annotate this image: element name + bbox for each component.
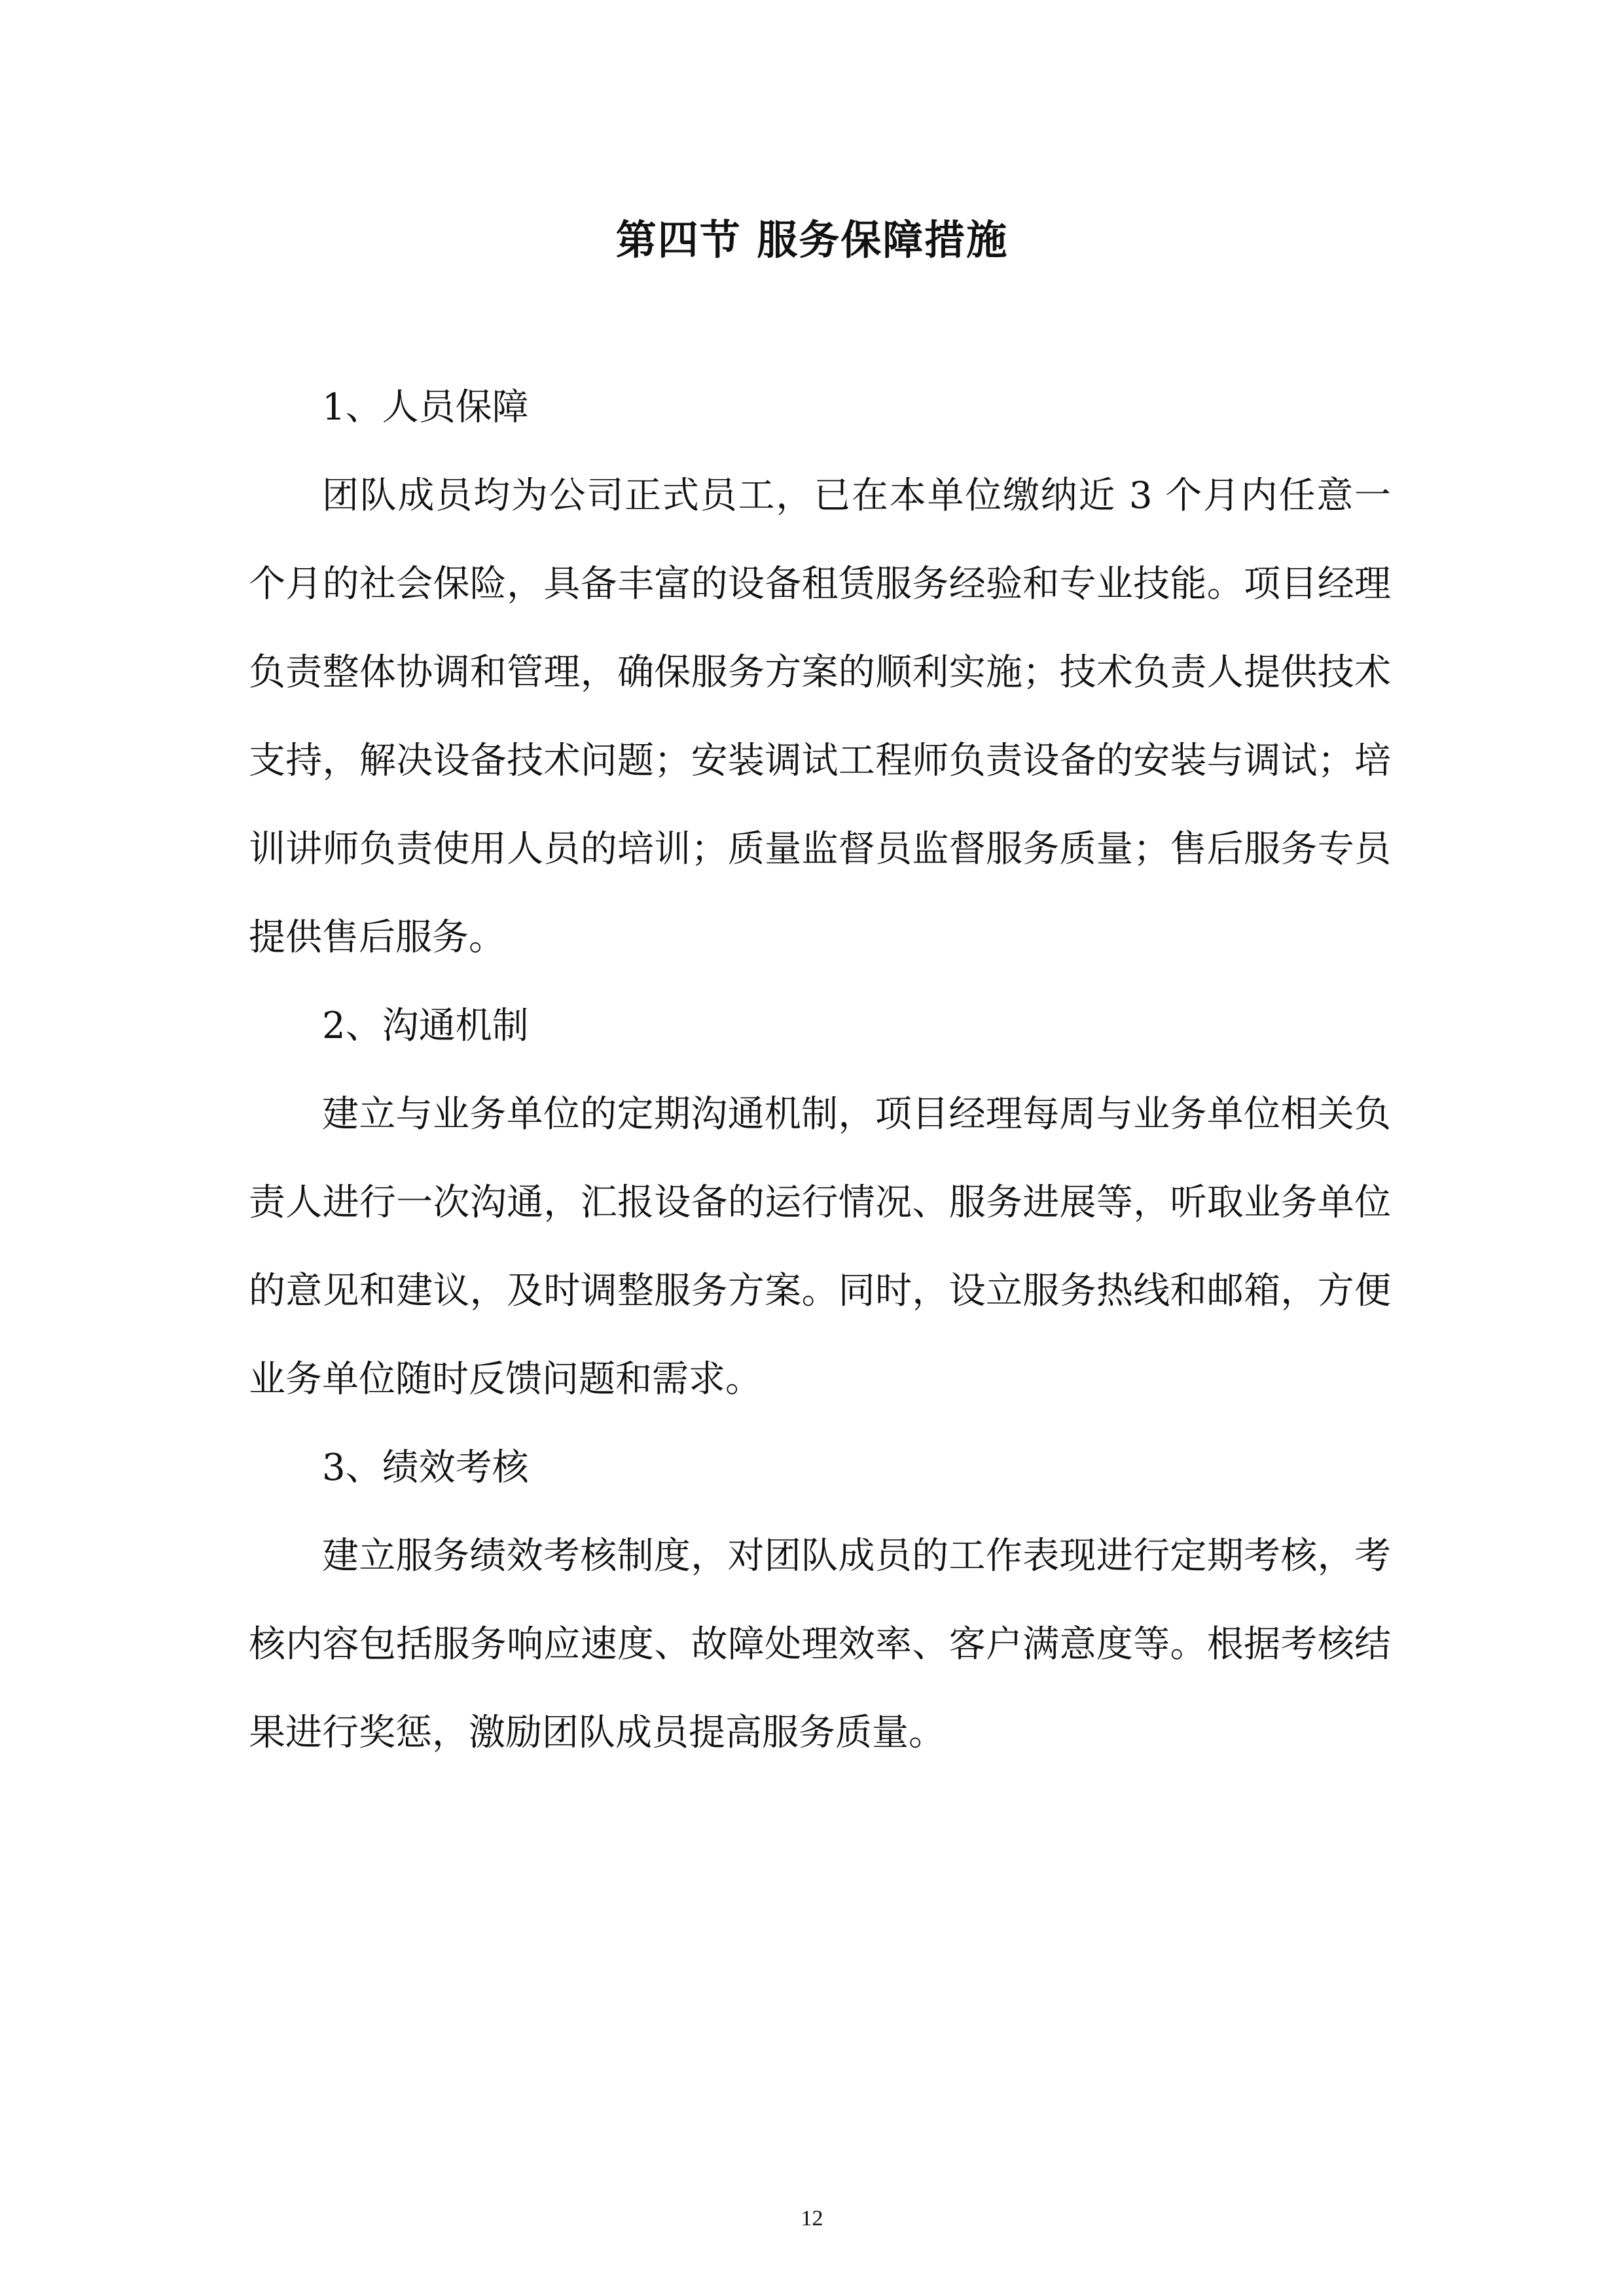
section-paragraph-communication: 建立与业务单位的定期沟通机制，项目经理每周与业务单位相关负责人进行一次沟通，汇报设备的运行情况、服务进展等，听取业务单位的意见和建议，及时调整服务方案。同时，设立服务热线和邮箱，方便业务单位随时反馈问题和需求。 — [249, 1093, 1391, 1401]
section-heading-communication: 2、沟通机制 — [322, 1005, 529, 1047]
section-heading-personnel: 1、人员保障 — [322, 386, 529, 429]
document-body — [249, 363, 1391, 1777]
section-paragraph-personnel: 团队成员均为公司正式员工，已在本单位缴纳近 3 个月内任意一个月的社会保险，具备丰富的设备租赁服务经验和专业技能。项目经理负责整体协调和管理，确保服务方案的顺利实施；技术负责人提供技术支持，解决设备技术问题；安装调试工程师负责设备的安装与调试；培训讲师负责使用人员的培训；质量监督员监督服务质量；售后服务专员提供售后服务。 — [249, 475, 1391, 959]
page-number: 12 — [801, 2206, 823, 2231]
page-title: 第四节 服务保障措施 — [615, 216, 1009, 264]
section-heading-performance: 3、绩效考核 — [322, 1446, 529, 1489]
section-paragraph-performance: 建立服务绩效考核制度，对团队成员的工作表现进行定期考核，考核内容包括服务响应速度、故障处理效率、客户满意度等。根据考核结果进行奖惩，激励团队成员提高服务质量。 — [249, 1535, 1391, 1754]
